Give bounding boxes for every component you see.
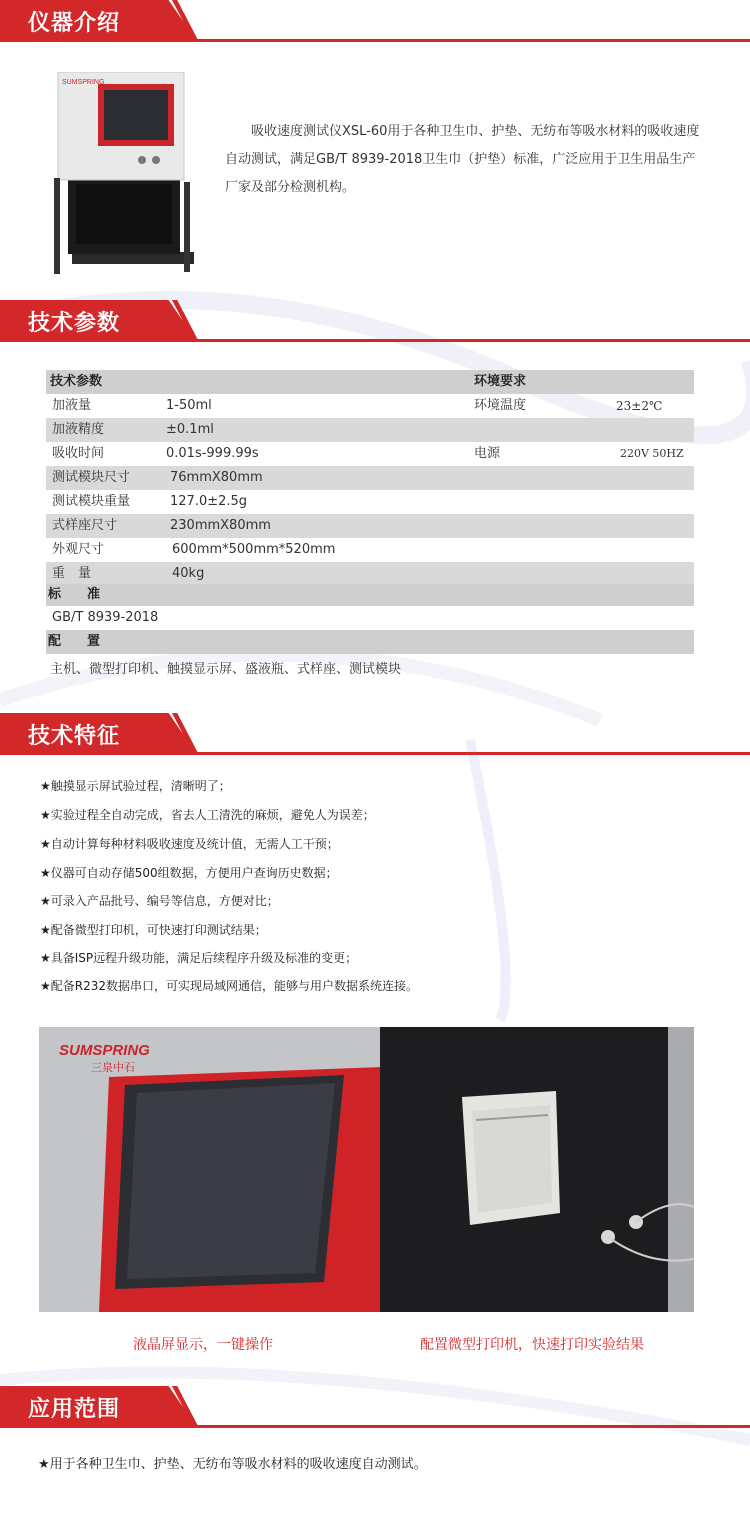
- list-item: ★可录入产品批号、编号等信息，方便对比；: [40, 894, 279, 908]
- section-title: 应用范围: [28, 1397, 121, 1422]
- param-name: 测试模块重量: [52, 494, 131, 509]
- param-value: 127.0±2.5g: [170, 494, 248, 509]
- param-value: 230mmX80mm: [170, 518, 271, 533]
- intro-description: 吸收速度测试仪XSL-60用于各种卫生巾、护垫、无纺布等吸水材料的吸收速度自动测试，满足GB/T 8939-2018卫生巾（护垫）标准，广泛应用于卫生用品生产厂家及部分检测机构。: [225, 124, 700, 195]
- param-value: 40kg: [172, 566, 205, 581]
- table-standard-header: [46, 584, 694, 606]
- section-title: 仪器介绍: [28, 11, 121, 36]
- section-title: 技术参数: [28, 311, 121, 336]
- standard-label: 标 准: [48, 587, 101, 602]
- param-value: 1-50ml: [166, 398, 212, 413]
- list-item: ★仪器可自动存储500组数据，方便用户查询历史数据；: [40, 866, 338, 880]
- product-image: [50, 72, 200, 277]
- list-item: ★实验过程全自动完成，省去人工清洗的麻烦，避免人为误差；: [40, 808, 375, 822]
- env-value: 23±2℃: [616, 399, 663, 413]
- caption-printer: 配置微型打印机，快速打印实验结果: [420, 1337, 644, 1353]
- section-title: 技术特征: [28, 724, 121, 749]
- table-row: [46, 418, 694, 442]
- param-name: 测试模块尺寸: [52, 470, 131, 485]
- param-value: ±0.1ml: [166, 422, 214, 437]
- param-name: 式样座尺寸: [52, 518, 118, 533]
- list-item: ★自动计算每种材料吸收速度及统计值，无需人工干预；: [40, 837, 339, 851]
- table-row: [46, 394, 694, 418]
- table-row: [46, 562, 694, 586]
- param-name: 加液量: [52, 398, 92, 413]
- table-header-env: 环境要求: [474, 374, 527, 389]
- section-header-features: [0, 713, 750, 755]
- product-brand-label: SUMSPRING: [62, 79, 105, 86]
- env-value: 220V 50HZ: [620, 447, 684, 460]
- section-header-intro: [0, 0, 750, 42]
- table-standard-row: [46, 606, 694, 630]
- table-header-row: [46, 370, 694, 394]
- env-name: 环境温度: [474, 398, 527, 413]
- table-row: [46, 538, 694, 562]
- photo-printer: [380, 1027, 694, 1312]
- photo-brand-label: SUMSPRING: [59, 1042, 150, 1059]
- config-label: 配 置: [48, 634, 101, 649]
- list-item: ★配备微型打印机，可快速打印测试结果；: [40, 923, 267, 937]
- config-value: 主机、微型打印机、触摸显示屏、盛液瓶、式样座、测试模块: [50, 662, 402, 677]
- standard-value: GB/T 8939-2018: [52, 610, 159, 625]
- param-value: 76mmX80mm: [170, 470, 263, 485]
- list-item: ★配备R232数据串口，可实现局域网通信，能够与用户数据系统连接。: [40, 979, 419, 993]
- section-header-params: [0, 300, 750, 342]
- photo-brand-cn-label: 三泉中石: [91, 1061, 135, 1074]
- application-text: ★用于各种卫生巾、护垫、无纺布等吸水材料的吸收速度自动测试。: [38, 1457, 427, 1472]
- table-row: [46, 514, 694, 538]
- param-name: 外观尺寸: [52, 542, 105, 557]
- list-item: ★触摸显示屏试验过程，清晰明了；: [40, 779, 231, 793]
- table-config-row: [46, 658, 694, 682]
- section-header-application: [0, 1386, 750, 1428]
- table-row: [46, 466, 694, 490]
- param-value: 600mm*500mm*520mm: [172, 542, 336, 557]
- photo-touchscreen: [39, 1027, 383, 1312]
- list-item: ★具备ISP远程升级功能，满足后续程序升级及标准的变更；: [40, 951, 358, 965]
- table-header-params: 技术参数: [50, 374, 103, 389]
- table-config-header: [46, 630, 694, 654]
- param-value: 0.01s-999.99s: [166, 446, 259, 461]
- param-name: 加液精度: [52, 422, 105, 437]
- table-row: [46, 442, 694, 466]
- env-name: 电源: [474, 446, 501, 461]
- caption-touchscreen: 液晶屏显示，一键操作: [133, 1337, 273, 1353]
- table-row: [46, 490, 694, 514]
- param-name: 吸收时间: [52, 446, 105, 461]
- param-name: 重 量: [52, 566, 92, 581]
